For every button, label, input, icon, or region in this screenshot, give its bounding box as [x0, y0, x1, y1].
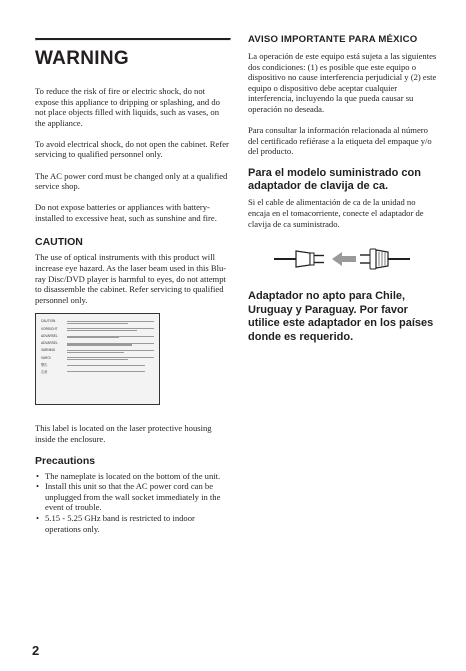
left-column	[35, 38, 231, 534]
laser-label-line	[41, 328, 154, 332]
laser-label-word: CAUTION	[41, 319, 56, 324]
label-location-caption: This label is located on the laser protective housing inside the enclosure.	[35, 423, 212, 444]
aviso-paragraph-2: Para consultar la información relacionada al número del certificado refiérase a la etiqueta del empaque y/o del producto.	[248, 125, 432, 157]
adapter-note: Adaptador no apto para Chile, Uruguay y Paraguay. Por favor utilice este adaptador en los países donde es requerido.	[248, 290, 434, 343]
laser-label-line	[41, 320, 154, 324]
precautions-list	[35, 471, 231, 535]
aviso-paragraph-1: La operación de este equipo está sujeta a las siguientes dos condiciones: (1) es posible que este equipo o dispositivo no cause interferencia perjudicial y (2) este equipo o dispositivo debe aceptar cualquier interferencia, incluyendo la que pueda causar su operación no deseada.	[248, 51, 437, 114]
flat-pin-plug-icon	[274, 251, 324, 267]
laser-label-word: VARNING	[41, 348, 56, 353]
adapter-text: Si el cable de alimentación de ca de la unidad no encaja en el tomacorriente, conecte el adaptador de clavija de ca suministrado.	[248, 197, 424, 229]
laser-label-line	[41, 371, 154, 374]
laser-label-word: ADVARSEL	[41, 333, 58, 338]
adapter-heading: Para el modelo suministrado con adaptador de clavija de ca.	[248, 167, 421, 193]
list-item: • Install this unit so that the AC power cord can be unplugged from the wall socket immediately in the event of trouble.	[36, 481, 221, 513]
warning-paragraph-2: To avoid electrical shock, do not open the cabinet. Refer servicing to qualified personnel only.	[35, 138, 229, 160]
laser-label-word: 警告	[41, 363, 48, 367]
laser-label-line	[41, 364, 154, 367]
right-column	[248, 34, 438, 345]
warning-paragraph-1: To reduce the risk of fire or electric shock, do not expose this appliance to dripping or splashing, and do not place objects filled with liquids, such as vases, on the appliance.	[35, 86, 220, 128]
laser-label-word: VARO!	[41, 355, 51, 360]
aviso-heading: AVISO IMPORTANTE PARA MÉXICO	[248, 34, 418, 45]
warning-title: WARNING	[35, 48, 129, 69]
warning-paragraph-3: The AC power cord must be changed only at a qualified service shop.	[35, 170, 228, 192]
laser-label-line	[41, 357, 154, 361]
precautions-heading: Precautions	[35, 454, 96, 467]
plug-adapter-illustration	[274, 242, 410, 276]
list-item: • 5.15 - 5.25 GHz band is restricted to indoor operations only.	[36, 512, 195, 534]
laser-label-word: ADVARSEL	[41, 341, 58, 346]
arrow-left-icon	[332, 252, 356, 266]
laser-label-word: 注意	[41, 369, 48, 374]
laser-caution-label	[35, 313, 160, 405]
list-item: • The nameplate is located on the bottom of the unit.	[36, 470, 221, 481]
caution-text: The use of optical instruments with this product will increase eye hazard. As the laser beam used in this Blu-ray Disc/DVD player is harmful to eyes, do not attempt to disassemble the cabinet. Refer servicing to qualified personnel only.	[35, 252, 227, 305]
laser-label-word: VORSICHT	[41, 326, 58, 331]
laser-label-line	[41, 335, 154, 339]
page-number: 2	[32, 643, 40, 658]
laser-label-line	[41, 342, 154, 346]
laser-label-lines	[41, 320, 154, 377]
warning-paragraph-4: Do not expose batteries or appliances with battery-installed to excessive heat, such as sunshine and fire.	[35, 202, 217, 223]
caution-heading: CAUTION	[35, 236, 83, 249]
round-pin-adapter-icon	[360, 249, 410, 269]
warning-rule	[35, 38, 231, 41]
laser-label-line	[41, 349, 154, 353]
